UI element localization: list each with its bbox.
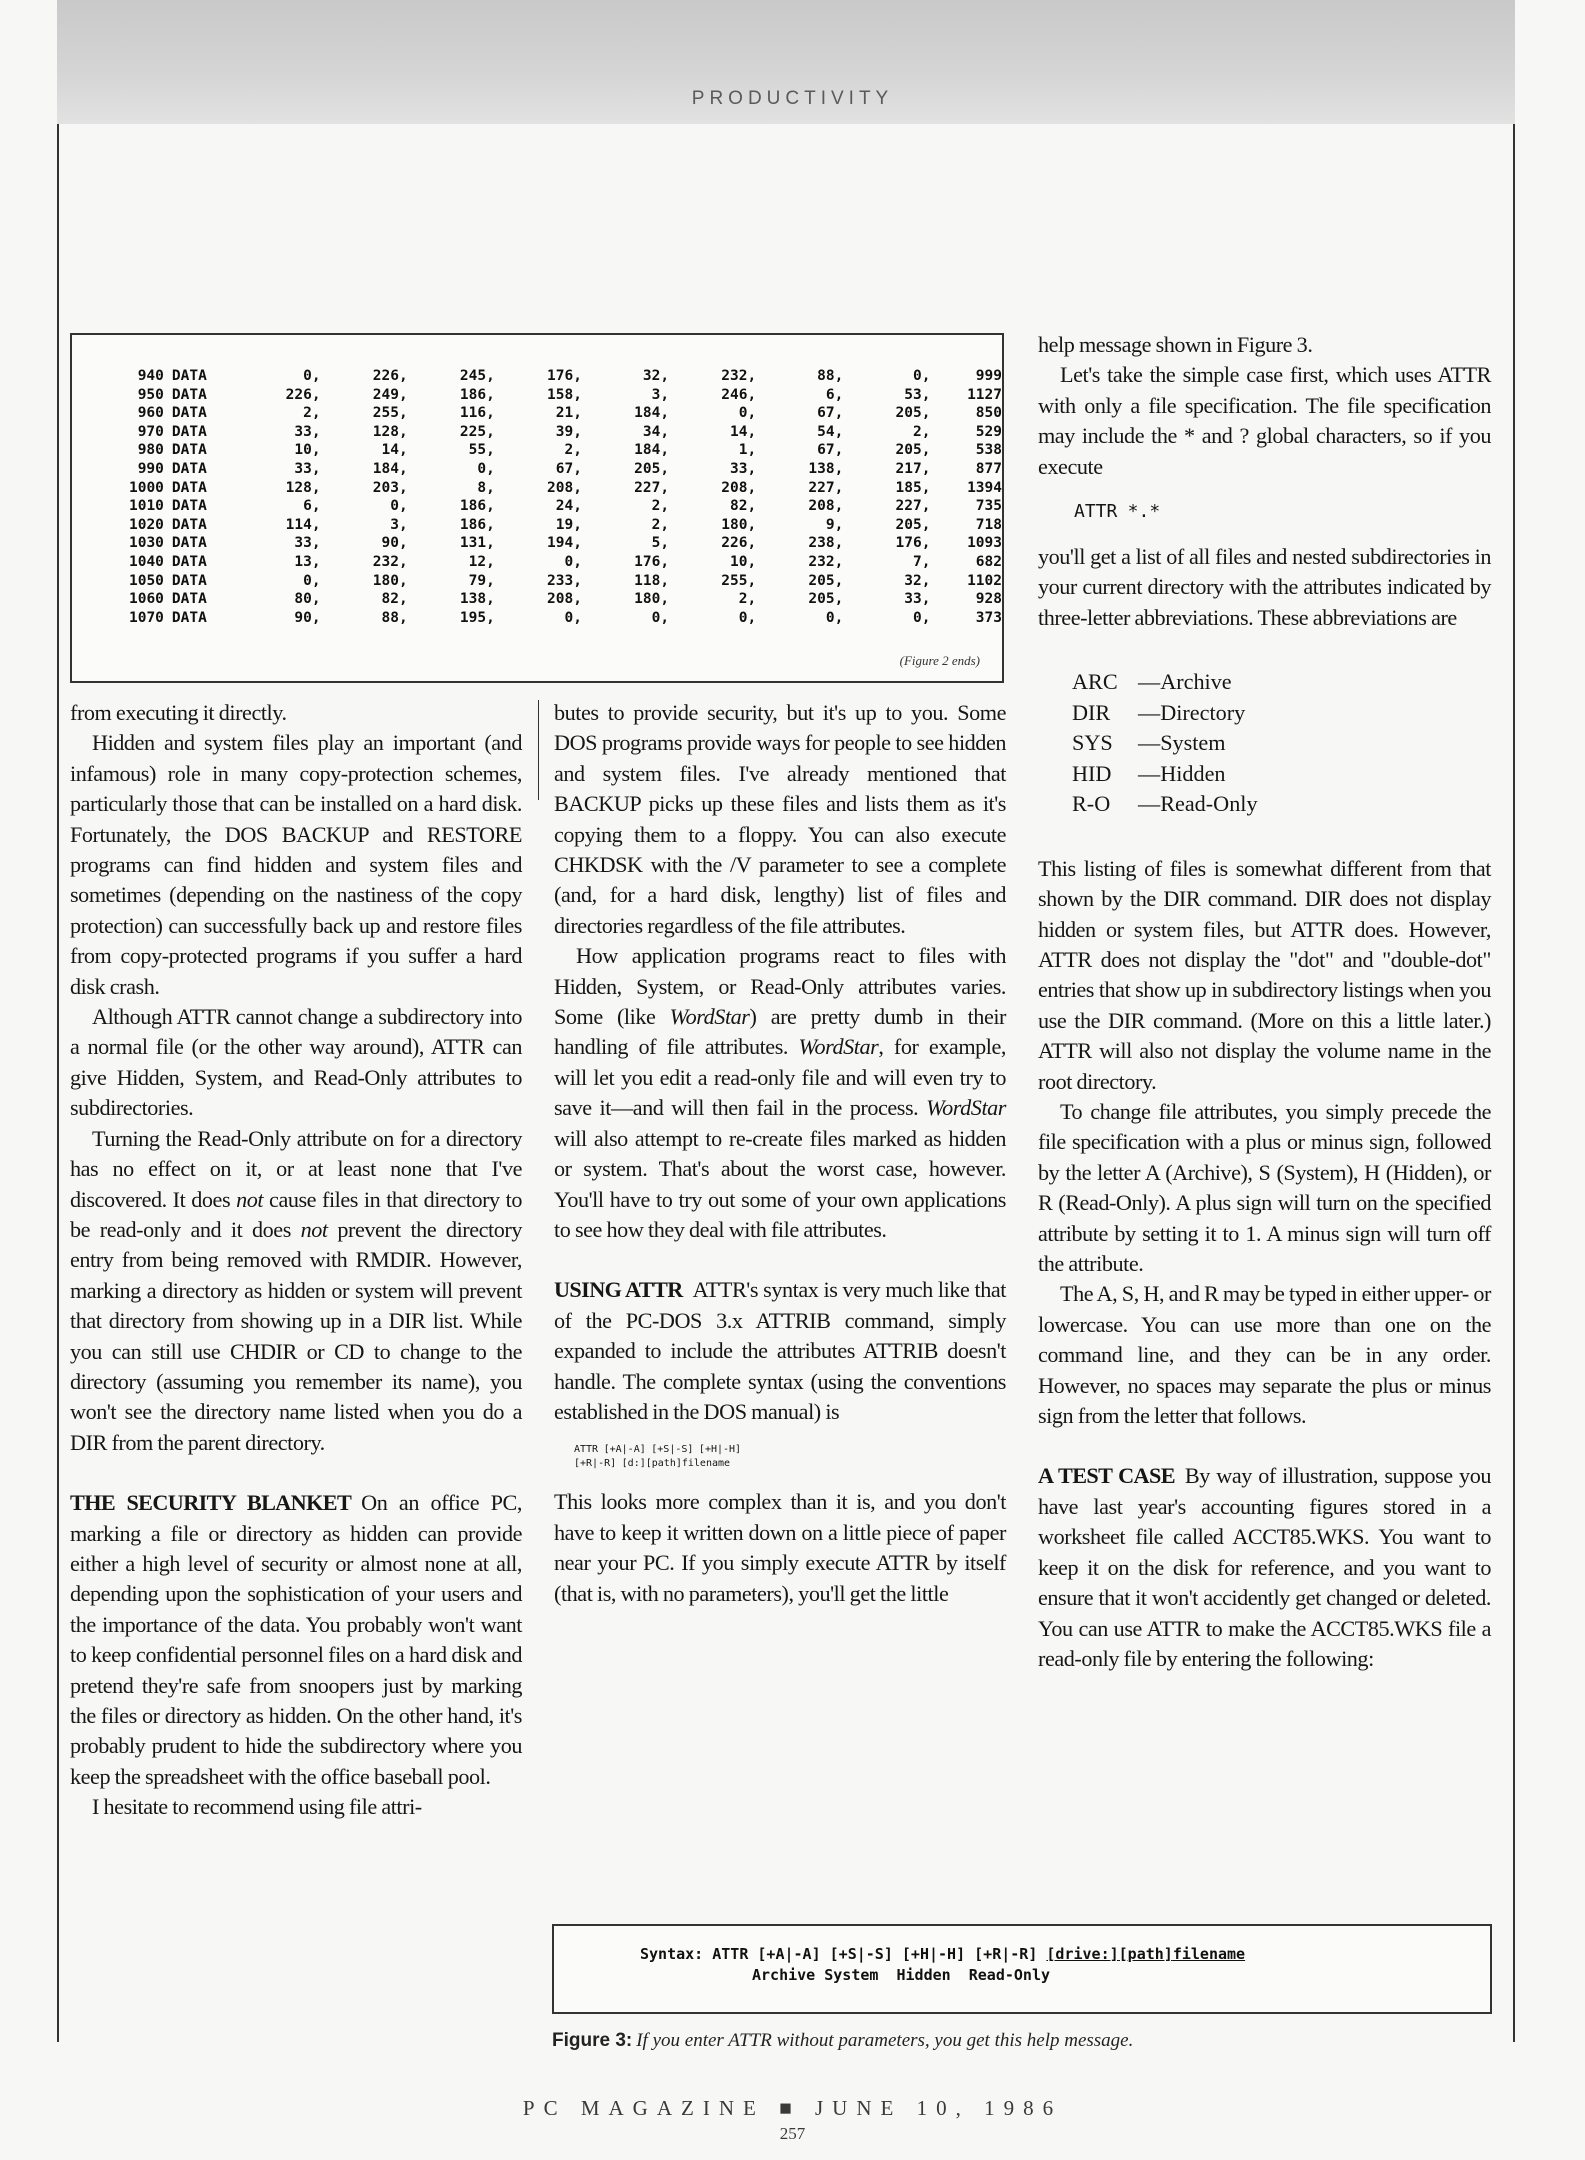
table-cell: 682	[975, 553, 1002, 570]
paragraph: you'll get a list of all files and nested subdirectories in your current directory with the attributes indicated by three-letter abbreviations. These abbreviations are	[1038, 544, 1491, 630]
list-item: SYS —System	[1072, 730, 1226, 756]
table-cell: 32,	[642, 368, 670, 384]
column-3	[1038, 330, 1491, 1674]
emphasis: WordStar	[798, 1034, 879, 1060]
table-cell: 158,	[547, 386, 582, 403]
table-cell: 990	[137, 460, 164, 477]
table-cell: 180,	[634, 591, 670, 608]
table-cell: DATA	[171, 405, 207, 422]
table-cell: 877	[975, 460, 1002, 477]
table-row	[124, 553, 1002, 572]
paragraph: This looks more complex than it is, and you don't have to keep it written down on a little piece of paper near your PC. If you simply execute ATTR by itself (that is, with no parameters), you'll get the little	[554, 1489, 1006, 1606]
table-row	[124, 609, 1002, 628]
table-cell: 53,	[904, 386, 931, 403]
page-right-rule	[1513, 124, 1515, 2042]
table-cell: 128,	[285, 479, 321, 496]
list-item: ARC —Archive	[1072, 669, 1232, 695]
table-cell: DATA	[171, 572, 207, 589]
table-cell: 0,	[390, 498, 408, 515]
table-cell: 33,	[294, 460, 321, 477]
table-cell: 226,	[721, 535, 757, 552]
table-cell: 960	[137, 405, 164, 422]
table-cell: 138,	[459, 591, 495, 608]
table-cell: DATA	[171, 460, 207, 477]
emphasis: WordStar	[926, 1095, 1006, 1121]
figure-3-help-message	[552, 1924, 1492, 2014]
table-row	[124, 367, 1002, 386]
table-cell: 33,	[904, 591, 931, 608]
table-cell: 32,	[904, 572, 931, 589]
table-cell: 232,	[721, 368, 757, 384]
table-cell: 227,	[634, 479, 670, 496]
table-cell: DATA	[171, 386, 207, 403]
table-cell: 232,	[808, 553, 844, 570]
table-cell: 735	[975, 498, 1002, 515]
table-cell: 205,	[808, 572, 844, 589]
table-cell: DATA	[171, 423, 207, 440]
table-cell: 7,	[912, 553, 931, 570]
table-cell: 205,	[634, 460, 670, 477]
table-cell: DATA	[171, 498, 207, 515]
table-cell: 2,	[564, 442, 582, 459]
column-2	[554, 698, 1006, 1609]
section-heading: A TEST CASE	[1038, 1463, 1175, 1489]
table-cell: 0,	[564, 609, 582, 626]
table-cell: 10,	[730, 553, 757, 570]
emphasis: not	[300, 1216, 328, 1242]
table-cell: 82,	[381, 591, 408, 608]
emphasis: WordStar	[669, 1004, 750, 1030]
figure-2-listing	[70, 333, 1004, 683]
table-cell: 255,	[372, 405, 408, 422]
table-cell: 82,	[730, 498, 757, 515]
table-cell: 54,	[817, 423, 844, 440]
figure-2-ends-label: (Figure 2 ends)	[899, 653, 980, 668]
table-cell: 12,	[468, 553, 495, 570]
table-cell: 227,	[808, 479, 844, 496]
table-cell: 184,	[634, 442, 670, 459]
table-cell: 226,	[285, 386, 321, 403]
table-cell: 131,	[459, 535, 495, 552]
table-cell: 90,	[381, 535, 408, 552]
paragraph: from executing it directly.	[70, 700, 287, 725]
table-cell: 373	[975, 609, 1002, 626]
paragraph: Although ATTR cannot change a subdirectory into a normal file (or the other way around), ATTR can give Hidden, System, and Read-Only attributes to subdirectories.	[70, 1004, 522, 1121]
table-cell: 24,	[555, 498, 582, 515]
paragraph: A TEST CASE By way of illustration, suppose you have last year's accounting figures stored in a worksheet file called ACCT85.WKS. You want to keep it on the disk for reference, and you want to ensure that it won't accidently get changed or deleted. You can use ATTR to make the ACCT85.WKS file a read-only file by entering the following:	[1038, 1463, 1491, 1671]
table-cell: 3,	[651, 386, 670, 403]
table-cell: 718	[975, 516, 1002, 533]
table-cell: 19,	[555, 516, 582, 533]
magazine-footer: PC MAGAZINE ■ JUNE 10, 1986	[522, 2096, 1063, 2120]
table-cell: 249,	[372, 386, 408, 403]
table-cell: 1000	[128, 479, 164, 496]
column-divider	[538, 700, 539, 800]
table-cell: 208,	[808, 498, 844, 515]
list-item: R-O —Read-Only	[1072, 791, 1258, 817]
table-cell: 67,	[817, 442, 844, 459]
table-cell: 245,	[459, 368, 495, 384]
table-cell: 33,	[294, 423, 321, 440]
table-cell: 246,	[721, 386, 757, 403]
table-cell: 176,	[895, 535, 931, 552]
table-cell: 205,	[895, 405, 931, 422]
table-cell: 232,	[372, 553, 408, 570]
section-label: PRODUCTIVITY	[691, 88, 894, 109]
table-cell: 14,	[381, 442, 408, 459]
table-cell: 0,	[564, 553, 582, 570]
table-cell: 88,	[817, 368, 844, 384]
table-row	[124, 572, 1002, 591]
table-cell: 950	[137, 386, 164, 403]
table-cell: 2,	[651, 516, 670, 533]
table-cell: 850	[975, 405, 1002, 422]
table-cell: 1030	[128, 535, 164, 552]
code-example: ATTR *.*	[1074, 501, 1161, 523]
table-cell: 80,	[294, 591, 321, 608]
table-cell: 208,	[547, 591, 582, 608]
table-cell: 1,	[738, 442, 757, 459]
table-row	[124, 404, 1002, 423]
table-cell: 180,	[372, 572, 408, 589]
table-cell: 0,	[738, 609, 757, 626]
table-cell: 67,	[555, 460, 582, 477]
table-cell: DATA	[171, 368, 207, 384]
list-item: HID —Hidden	[1072, 760, 1226, 786]
table-cell: 114,	[285, 516, 321, 533]
paragraph: Turning the Read-Only attribute on for a directory has no effect on it, or at least none that I've discovered. It does not cause files in that directory to be read-only and it does not prevent the directory entry from being removed with RMDIR. However, marking a directory as hidden or system will prevent that directory from showing up in a DIR list. While you can still use CHDIR or CD to change to the directory (assuming you remember its name), you won't see the directory name listed when you do a DIR from the parent directory.	[70, 1125, 522, 1455]
table-cell: 208,	[547, 479, 582, 496]
table-cell: 79,	[468, 572, 495, 589]
table-cell: 194,	[547, 535, 582, 552]
paragraph: How application programs react to files with Hidden, System, or Read-Only attributes varies. Some (like WordStar) are pretty dumb in their handling of file attributes. WordStar, for example, will let you edit a read-only file and will even try to save it—and will then fail in the process. WordStar will also attempt to re-create files marked as hidden or system. That's about the worst case, however. You'll have to try out some of your own applications to see how they deal with file attributes.	[554, 943, 1006, 1242]
table-cell: 1102	[967, 572, 1002, 589]
paragraph: butes to provide security, but it's up to you. Some DOS programs provide ways for people to see hidden and system files. I've already mentioned that BACKUP picks up these files and lists them as it's copying them to a floppy. You can also execute CHKDSK with the /V parameter to see a complete (and, for a hard disk, lengthy) list of files and directories regardless of the file attributes.	[554, 700, 1006, 938]
table-cell: 1060	[128, 591, 164, 608]
paragraph: I hesitate to recommend using file attri-	[92, 1794, 422, 1820]
table-cell: 928	[975, 591, 1002, 608]
table-cell: 176,	[634, 553, 670, 570]
table-cell: 0,	[825, 609, 844, 626]
basic-data-table	[124, 367, 1002, 627]
table-cell: 999	[975, 368, 1002, 384]
list-item: DIR —Directory	[1072, 699, 1246, 725]
table-cell: 227,	[895, 498, 931, 515]
table-cell: 186,	[459, 498, 495, 515]
table-cell: 1040	[128, 553, 164, 570]
table-cell: 980	[137, 442, 164, 459]
table-row	[124, 534, 1002, 553]
section-heading: THE SECURITY BLANKET	[70, 1490, 352, 1516]
table-cell: 9,	[825, 516, 844, 533]
table-cell: 33,	[730, 460, 757, 477]
table-cell: 1070	[128, 609, 164, 626]
table-row	[124, 479, 1002, 498]
page-number: 257	[779, 2124, 806, 2143]
paragraph: To change file attributes, you simply precede the file specification with a plus or minus sign, followed by the letter A (Archive), S (System), H (Hidden), or R (Read-Only). A plus sign will turn on the specified attribute by setting it to 1. A minus sign will turn off the attribute.	[1038, 1099, 1491, 1277]
table-cell: 116,	[459, 405, 495, 422]
table-cell: 0,	[303, 572, 321, 589]
table-cell: 1093	[967, 535, 1002, 552]
table-cell: 205,	[808, 591, 844, 608]
table-row	[124, 590, 1002, 609]
table-cell: 184,	[372, 460, 408, 477]
table-cell: 0,	[912, 368, 931, 384]
table-cell: 203,	[372, 479, 408, 496]
table-cell: 184,	[634, 405, 670, 422]
paragraph: Hidden and system files play an important (and infamous) role in many copy-protection schemes, particularly those that can be installed on a hard disk. Fortunately, the DOS BACKUP and RESTORE programs can find hidden and system files and sometimes (depending on the nastiness of the copy protection) can successfully back up and restore files from copy-protected programs if you suffer a hard disk crash.	[70, 730, 522, 999]
table-cell: 34,	[642, 423, 670, 440]
table-cell: 186,	[459, 386, 495, 403]
table-cell: DATA	[171, 609, 207, 626]
table-cell: 2,	[303, 405, 321, 422]
table-cell: DATA	[171, 479, 207, 496]
table-cell: DATA	[171, 535, 207, 552]
paragraph: Let's take the simple case first, which uses ATTR with only a file specification. The file specification may include the * and ? global characters, so if you execute	[1038, 362, 1491, 479]
table-cell: 0,	[303, 368, 321, 384]
table-cell: 1394	[967, 479, 1002, 496]
section-heading: USING ATTR	[554, 1277, 683, 1303]
table-row	[124, 423, 1002, 442]
column-1	[70, 698, 522, 1823]
abbreviation-list	[1072, 667, 1491, 820]
table-cell: 0,	[651, 609, 670, 626]
table-cell: 940	[137, 368, 164, 384]
table-cell: 6,	[825, 386, 844, 403]
paragraph: THE SECURITY BLANKET On an office PC, marking a file or directory as hidden can provide either a high level of security or almost none at all, depending upon the sophistication of your users and the importance of the data. You probably won't want to keep confidential personnel files on a hard disk and pretend they're safe from snoopers just by marking the files or directory as hidden. On the other hand, it's probably prudent to hide the subdirectory where you keep the spreadsheet with the office baseball pool.	[70, 1490, 522, 1789]
table-cell: 226,	[372, 368, 408, 384]
table-cell: 176,	[547, 368, 582, 384]
table-row	[124, 516, 1002, 535]
table-cell: 1010	[128, 498, 164, 515]
table-cell: 238,	[808, 535, 844, 552]
figure-3-caption: Figure 3: If you enter ATTR without parameters, you get this help message.	[552, 2030, 1134, 2051]
table-cell: 538	[975, 442, 1002, 459]
table-cell: 208,	[721, 479, 757, 496]
table-row	[124, 460, 1002, 479]
table-cell: 8,	[477, 479, 495, 496]
table-cell: 0,	[912, 609, 931, 626]
paragraph: The A, S, H, and R may be typed in either upper- or lowercase. You can use more than one on the command line, and they can be in any order. However, no spaces may separate the plus or minus sign from the letter that follows.	[1038, 1281, 1491, 1429]
table-cell: 10,	[294, 442, 321, 459]
table-cell: 0,	[738, 405, 757, 422]
emphasis: not	[236, 1186, 264, 1212]
table-cell: 33,	[294, 535, 321, 552]
table-cell: 2,	[651, 498, 670, 515]
table-cell: 6,	[303, 498, 321, 515]
table-cell: 67,	[817, 405, 844, 422]
table-cell: 195,	[459, 609, 495, 626]
table-cell: 5,	[651, 535, 670, 552]
table-cell: 180,	[721, 516, 757, 533]
table-cell: 128,	[372, 423, 408, 440]
table-cell: 255,	[721, 572, 757, 589]
syntax-code: ATTR [+A|-A] [+S|-S] [+H|-H] [+R|-R] [d:][path]filename	[574, 1444, 742, 1470]
table-cell: 3,	[390, 516, 408, 533]
table-cell: 529	[975, 423, 1002, 440]
table-cell: 39,	[555, 423, 582, 440]
table-cell: DATA	[171, 442, 207, 459]
table-row	[124, 386, 1002, 405]
table-cell: 88,	[381, 609, 408, 626]
table-cell: 2,	[912, 423, 931, 440]
table-cell: 2,	[738, 591, 757, 608]
paragraph: help message shown in Figure 3.	[1038, 332, 1313, 357]
table-cell: DATA	[171, 591, 207, 608]
table-row	[124, 441, 1002, 460]
table-cell: 21,	[555, 405, 582, 422]
table-cell: DATA	[171, 553, 207, 570]
table-cell: 1050	[128, 572, 164, 589]
table-cell: 186,	[459, 516, 495, 533]
table-cell: 118,	[634, 572, 670, 589]
table-cell: DATA	[171, 516, 207, 533]
table-cell: 13,	[294, 553, 321, 570]
help-message-text: Syntax: ATTR [+A|-A] [+S|-S] [+H|-H] [+R|-R] [drive:][path]filename Archive System Hidden Read-Only	[640, 1945, 1246, 1984]
table-cell: 970	[137, 423, 164, 440]
table-cell: 225,	[459, 423, 495, 440]
table-cell: 233,	[547, 572, 582, 589]
table-cell: 205,	[895, 442, 931, 459]
table-cell: 14,	[730, 423, 757, 440]
table-row	[124, 497, 1002, 516]
table-cell: 205,	[895, 516, 931, 533]
paragraph: This listing of files is somewhat different from that shown by the DIR command. DIR does not display hidden or system files, but ATTR does. However, ATTR does not display the "dot" and "double-dot" entries that show up in subdirectory listings when you use the DIR command. (More on this a little later.) ATTR will also not display the volume name in the root directory.	[1038, 855, 1491, 1094]
table-cell: 1127	[967, 386, 1002, 403]
table-cell: 185,	[895, 479, 931, 496]
table-cell: 217,	[895, 460, 931, 477]
table-cell: 90,	[294, 609, 321, 626]
paragraph: USING ATTR ATTR's syntax is very much like that of the PC-DOS 3.x ATTRIB command, simply expanded to include the attributes ATTRIB doesn't handle. The complete syntax (using the conventions established in the DOS manual) is	[554, 1277, 1006, 1424]
page-left-rule	[57, 124, 59, 2042]
table-cell: 1020	[128, 516, 164, 533]
table-cell: 0,	[477, 460, 495, 477]
table-cell: 138,	[808, 460, 844, 477]
table-cell: 55,	[468, 442, 495, 459]
